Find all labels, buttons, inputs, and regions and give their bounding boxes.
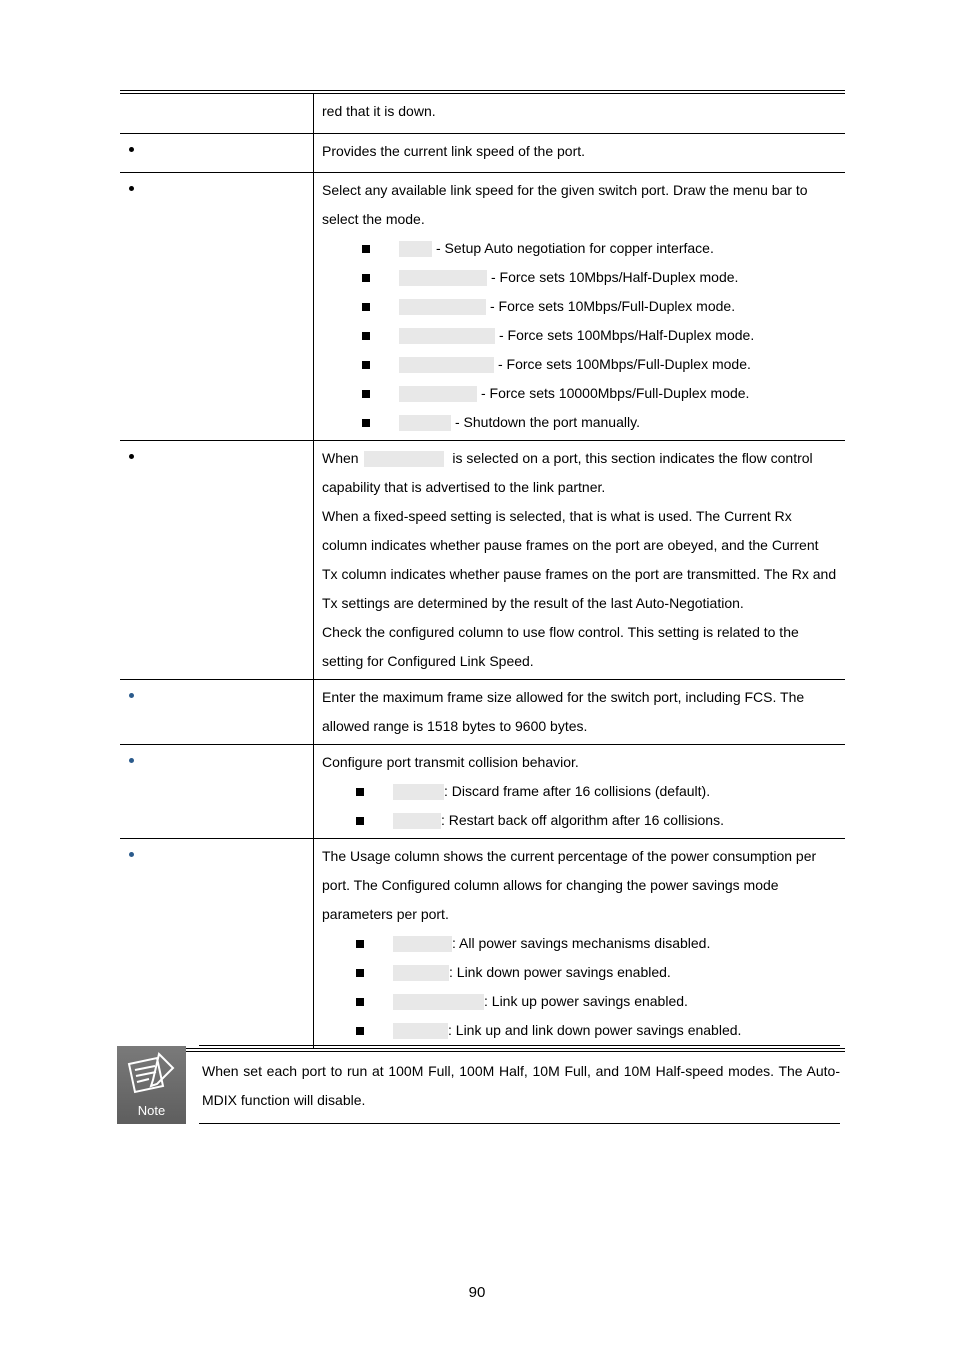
option-item: : All power savings mechanisms disabled.: [322, 929, 837, 958]
option-item: : Restart back off algorithm after 16 collisions.: [322, 806, 837, 835]
bullet-icon: [129, 758, 134, 763]
row-text: red that it is down.: [322, 103, 436, 119]
square-bullet-icon: [356, 998, 364, 1006]
option-item: - Force sets 10Mbps/Half-Duplex mode.: [322, 263, 837, 292]
row-intro: The Usage column shows the current percentage of the power consumption per port. The Configured column allows for changing the power savings mode parameters per port.: [322, 848, 817, 922]
square-bullet-icon: [362, 245, 370, 253]
bullet-icon: [129, 186, 134, 191]
bullet-icon: [129, 693, 134, 698]
param-name-cell: [120, 441, 314, 679]
option-item: : Link down power savings enabled.: [322, 958, 837, 987]
parameter-table: [120, 90, 845, 1052]
redacted-label: [393, 965, 449, 981]
redacted-label: [399, 299, 486, 315]
bullet-icon: [129, 454, 134, 459]
note-box: [117, 1045, 840, 1125]
option-item: : Link up power savings enabled.: [322, 987, 837, 1016]
table-row: [120, 440, 845, 679]
note-text: When set each port to run at 100M Full, 100M Half, 10M Full, and 10M Half-speed modes. The Auto-MDIX function will disable.: [199, 1045, 840, 1124]
param-name-cell: [120, 745, 314, 838]
square-bullet-icon: [362, 419, 370, 427]
option-item: - Force sets 10Mbps/Full-Duplex mode.: [322, 292, 837, 321]
table-row: [120, 744, 845, 838]
redacted-label: [399, 386, 477, 402]
param-name-cell: [120, 134, 314, 172]
option-item: - Shutdown the port manually.: [322, 408, 837, 437]
redacted-label: [393, 936, 452, 952]
square-bullet-icon: [362, 361, 370, 369]
redacted-label: [399, 328, 495, 344]
param-name-cell: [120, 94, 314, 133]
row-paragraph: Check the configured column to use flow control. This setting is related to the setting for Configured Link Speed.: [322, 624, 799, 669]
row-text: Provides the current link speed of the port.: [322, 143, 586, 159]
option-item: : Discard frame after 16 collisions (default).: [322, 777, 837, 806]
square-bullet-icon: [362, 274, 370, 282]
row-paragraph: When a fixed-speed setting is selected, that is what is used. The Current Rx column indicates whether pause frames on the port are obeyed, and the Current Tx column indicates whether pause frames on the port are transmitted. The Rx and Tx settings are determined by the result of the last Auto-Negotiation.: [322, 508, 837, 611]
option-item: - Force sets 100Mbps/Half-Duplex mode.: [322, 321, 837, 350]
note-pencil-icon: [117, 1046, 186, 1106]
param-name-cell: [120, 173, 314, 440]
param-desc-cell: [314, 680, 845, 744]
redacted-label: [364, 451, 444, 467]
redacted-label: [399, 415, 451, 431]
square-bullet-icon: [356, 817, 364, 825]
param-desc-cell: [314, 134, 845, 172]
table-row: [120, 133, 845, 172]
option-item: - Force sets 10000Mbps/Full-Duplex mode.: [322, 379, 837, 408]
table-row: [120, 838, 845, 1048]
row-intro: Configure port transmit collision behavior.: [322, 754, 579, 770]
option-item: : Link up and link down power savings enabled.: [322, 1016, 837, 1045]
table-row: [120, 172, 845, 440]
page-number: 90: [468, 1284, 486, 1301]
param-name-cell: [120, 839, 314, 1048]
square-bullet-icon: [356, 940, 364, 948]
row-intro: Select any available link speed for the given switch port. Draw the menu bar to select the mode.: [322, 182, 808, 227]
param-name-cell: [120, 680, 314, 744]
redacted-label: [393, 813, 441, 829]
param-desc-cell: [314, 839, 845, 1048]
redacted-label: [393, 784, 444, 800]
square-bullet-icon: [356, 788, 364, 796]
square-bullet-icon: [362, 390, 370, 398]
param-desc-cell: [314, 441, 845, 679]
table-row: [120, 679, 845, 744]
square-bullet-icon: [362, 303, 370, 311]
square-bullet-icon: [356, 969, 364, 977]
square-bullet-icon: [356, 1027, 364, 1035]
param-desc-cell: [314, 94, 845, 133]
param-desc-cell: [314, 173, 845, 440]
redacted-label: [393, 1023, 448, 1039]
redacted-label: [399, 270, 487, 286]
redacted-label: [393, 994, 484, 1010]
table-row: [120, 94, 845, 133]
note-icon-label: Note: [137, 1103, 166, 1118]
option-item: - Setup Auto negotiation for copper interface.: [322, 234, 837, 263]
option-item: - Force sets 100Mbps/Full-Duplex mode.: [322, 350, 837, 379]
square-bullet-icon: [362, 332, 370, 340]
bullet-icon: [129, 852, 134, 857]
flow-control-paragraph: When is selected on a port, this section indicates the flow control capability that is advertised to the link partner.: [322, 450, 813, 495]
redacted-label: [399, 241, 432, 257]
redacted-label: [399, 357, 494, 373]
param-desc-cell: [314, 745, 845, 838]
note-icon: [117, 1046, 186, 1124]
row-text: Enter the maximum frame size allowed for the switch port, including FCS. The allowed range is 1518 bytes to 9600 bytes.: [322, 689, 805, 734]
bullet-icon: [129, 147, 134, 152]
